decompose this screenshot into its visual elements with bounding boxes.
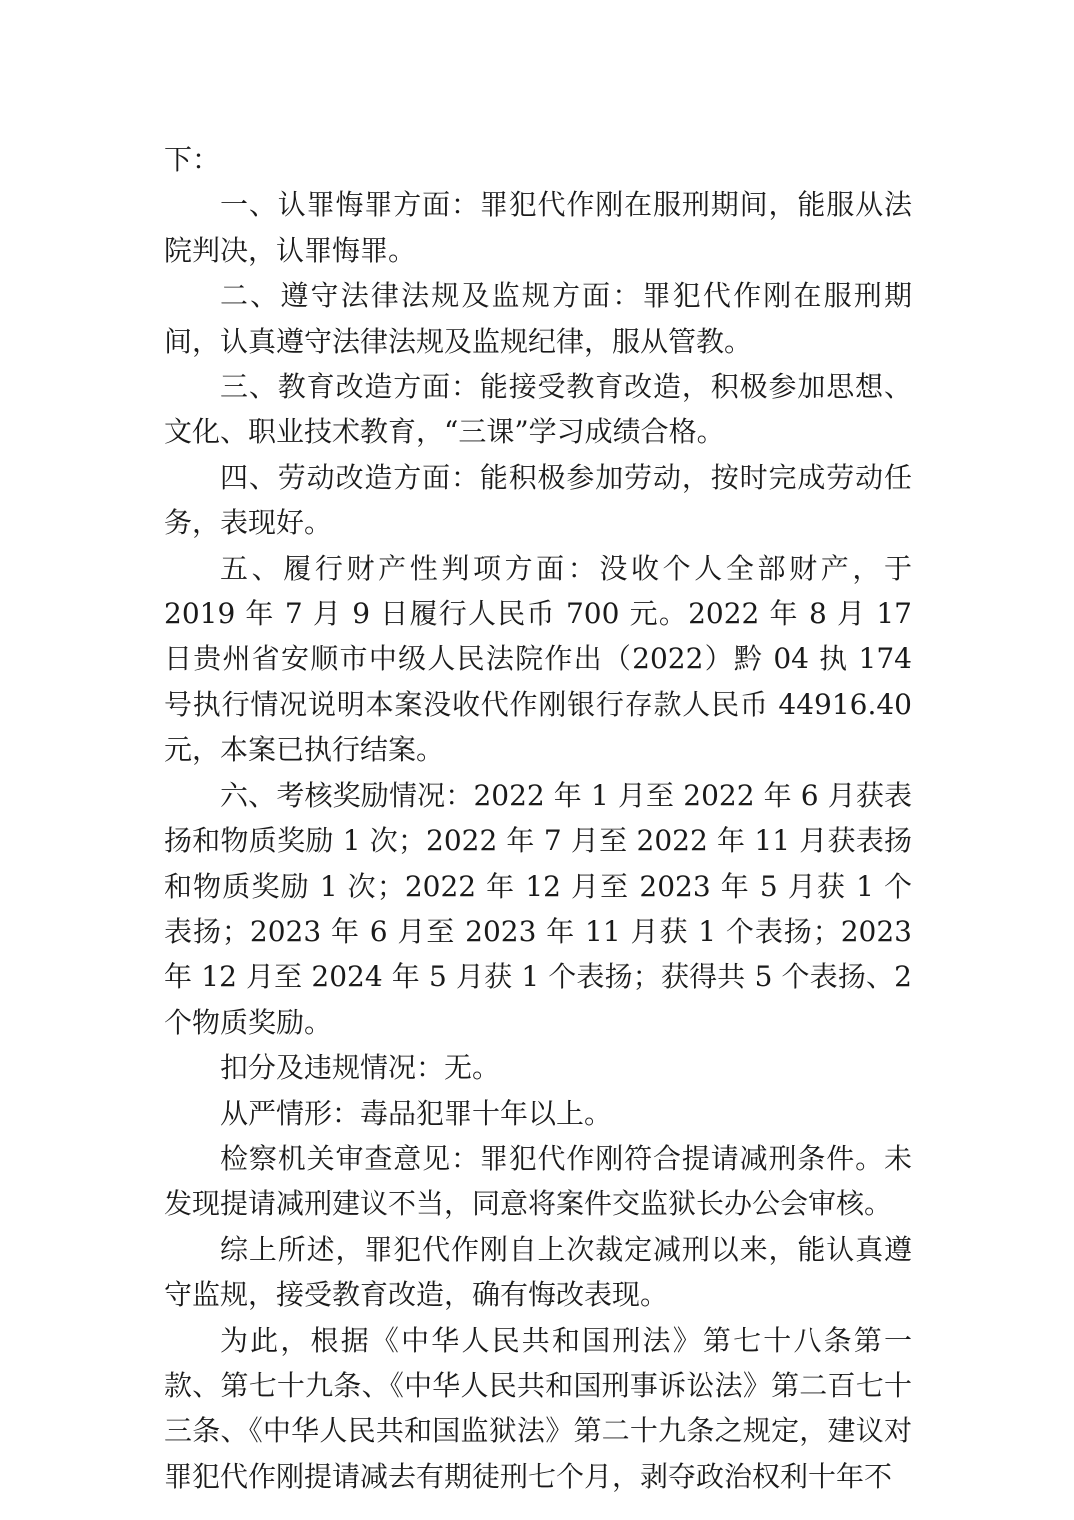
paragraph-education: 三、教育改造方面：能接受教育改造，积极参加思想、文化、职业技术教育，“三课”学习成绩合格。: [164, 370, 912, 449]
document-body: [164, 137, 912, 1499]
paragraph-violations: 扣分及违规情况：无。: [220, 1051, 501, 1085]
paragraph-procuratorate-opinion: 检察机关审查意见：罪犯代作刚符合提请减刑条件。未发现提请减刑建议不当，同意将案件交监狱长办公会审核。: [164, 1141, 912, 1221]
paragraph-summary: 综上所述，罪犯代作刚自上次裁定减刑以来，能认真遵守监规，接受教育改造，确有悔改表现。: [164, 1232, 912, 1312]
paragraph-strict-circumstances: 从严情形：毒品犯罪十年以上。: [220, 1096, 613, 1130]
paragraph-labor: 四、劳动改造方面：能积极参加劳动，按时完成劳动任务，表现好。: [164, 460, 912, 540]
paragraph-rewards: 六、考核奖励情况：2022 年 1 月至 2022 年 6 月获表扬和物质奖励 1 次；2022 年 7 月至 2022 年 11 月获表扬和物质奖励 1 次；2022 年 12 月至 2023 年 5 月获 1 个表扬；2023 年 6 月至 2023 年 11 月获 1 个表扬；2023 年 12 月至 2024 年 5 月获 1 个表扬；获得共 5 个表扬、2 个物质奖励。: [164, 778, 912, 1039]
paragraph-intro: 下：: [164, 143, 221, 176]
paragraph-repentance: 一、认罪悔罪方面：罪犯代作刚在服刑期间，能服从法院判决，认罪悔罪。: [164, 188, 912, 267]
paragraph-property-judgment: 五、履行财产性判项方面：没收个人全部财产，于 2019 年 7 月 9 日履行人民币 700 元。2022 年 8 月 17 日贵州省安顺市中级人民法院作出（2022）黔 04 执 174 号执行情况说明本案没收代作刚银行存款人民币 44916.40 元，本案已执行结案。: [164, 551, 912, 767]
paragraph-law-compliance: 二、遵守法律法规及监规方面：罪犯代作刚在服刑期间，认真遵守法律法规及监规纪律，服从管教。: [164, 279, 912, 358]
paragraph-recommendation: 为此，根据《中华人民共和国刑法》第七十八条第一款、第七十九条、《中华人民共和国刑事诉讼法》第二百七十三条、《中华人民共和国监狱法》第二十九条之规定，建议对罪犯代作刚提请减去有期徒刑七个月，剥夺政治权利十年不: [164, 1323, 912, 1493]
